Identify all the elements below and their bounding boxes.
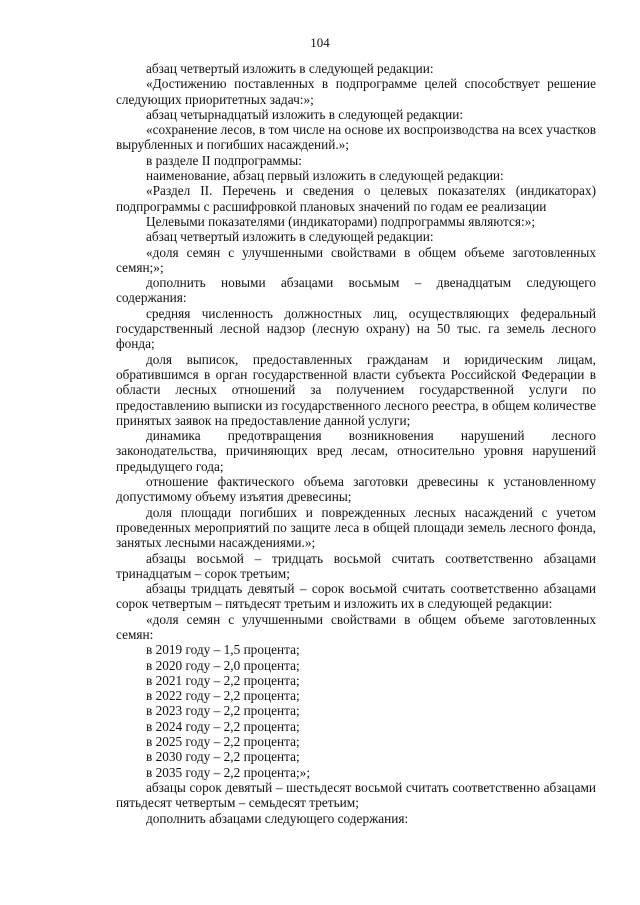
list-item: в 2030 году – 2,2 процента; bbox=[146, 749, 300, 765]
paragraph: динамика предотвращения возникновения нарушений лесного законодательства, причиняющих вред лесам, относительно уровня нарушений предыдущего года; bbox=[116, 428, 596, 474]
list-item: в 2021 году – 2,2 процента; bbox=[146, 672, 300, 688]
list-item: в 2019 году – 1,5 процента; bbox=[146, 642, 300, 658]
paragraph: дополнить новыми абзацами восьмым – двенадцатым следующего содержания: bbox=[116, 275, 596, 306]
paragraph: в разделе II подпрограммы: bbox=[146, 152, 302, 168]
paragraph: «доля семян с улучшенными свойствами в общем объеме заготовленных семян;»; bbox=[116, 244, 596, 275]
paragraph: доля площади погибших и поврежденных лесных насаждений с учетом проведенных мероприятий по защите леса в общей площади земель лесного фонда, занятых лесными насаждениями.»; bbox=[116, 504, 596, 551]
paragraph: «сохранение лесов, в том числе на основе их воспроизводства на всех участков вырубленных и погибших насаждений.»; bbox=[116, 122, 596, 153]
paragraph: Целевыми показателями (индикаторами) подпрограммы являются:»; bbox=[146, 213, 536, 229]
paragraph: абзацы восьмой – тридцать восьмой считать соответственно абзацами тринадцатым – сорок третьим; bbox=[116, 550, 596, 581]
paragraph: абзац четырнадцатый изложить в следующей редакции: bbox=[146, 106, 464, 122]
paragraph: абзацы сорок девятый – шестьдесят восьмой считать соответственно абзацами пятьдесят четвертым – семьдесят третьим; bbox=[116, 779, 596, 811]
document-body bbox=[116, 61, 596, 826]
list-item: в 2035 году – 2,2 процента;»; bbox=[146, 764, 311, 780]
paragraph: абзац четвертый изложить в следующей редакции: bbox=[146, 61, 434, 76]
paragraph: абзац четвертый изложить в следующей редакции: bbox=[146, 229, 434, 245]
paragraph: доля выписок, предоставленных гражданам и юридическим лицам, обратившимся в орган государственной власти субъекта Российской Федерации в области лесных отношений за получением государственной услуги по предоставлению выписки из государственного лесного реестра, в общем количестве принятых заявок на предоставление данной услуги; bbox=[116, 351, 596, 428]
page-number: 104 bbox=[310, 35, 330, 50]
list-item: в 2025 году – 2,2 процента; bbox=[146, 734, 300, 750]
list-item: в 2023 году – 2,2 процента; bbox=[146, 703, 300, 719]
paragraph: абзацы тридцать девятый – сорок восьмой считать соответственно абзацами сорок четвертым – пятьдесят третьим и изложить их в следующей редакции: bbox=[116, 581, 596, 612]
years-list bbox=[116, 642, 596, 780]
paragraph: «Достижению поставленных в подпрограмме целей способствует решение следующих приоритетных задач:»; bbox=[116, 76, 596, 107]
paragraph: средняя численность должностных лиц, осуществляющих федеральный государственный лесной надзор (лесную охрану) на 50 тыс. га земель лесного фонда; bbox=[116, 305, 596, 352]
list-item: в 2020 году – 2,0 процента; bbox=[146, 657, 300, 673]
list-item: в 2024 году – 2,2 процента; bbox=[146, 718, 300, 734]
paragraph: отношение фактического объема заготовки древесины к установленному допустимому объему изъятия древесины; bbox=[116, 474, 596, 505]
list-item: в 2022 году – 2,2 процента; bbox=[146, 688, 300, 704]
paragraph: дополнить абзацами следующего содержания: bbox=[146, 810, 409, 826]
paragraph: наименование, абзац первый изложить в следующей редакции: bbox=[146, 168, 504, 184]
paragraph: «доля семян с улучшенными свойствами в общем объеме заготовленных семян: bbox=[116, 611, 596, 642]
section-heading-paragraph: «Раздел II. Перечень и сведения о целевых показателях (индикаторах) подпрограммы с расшифровкой плановых значений по годам ее реализации bbox=[116, 183, 596, 214]
